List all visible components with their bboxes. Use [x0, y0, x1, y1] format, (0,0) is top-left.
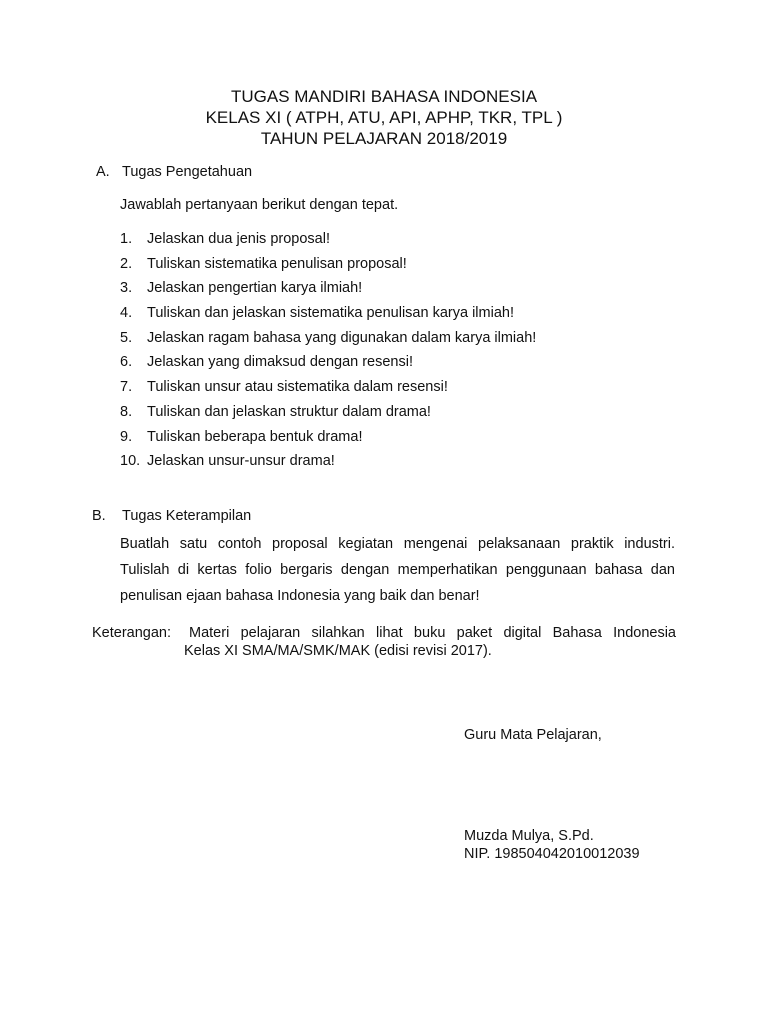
question-text: Jelaskan ragam bahasa yang digunakan dalam karya ilmiah! — [147, 329, 537, 346]
keterangan-label: Keterangan: — [92, 625, 172, 641]
question-number: 2. — [120, 255, 133, 272]
question-text: Tuliskan dan jelaskan sistematika penulisan karya ilmiah! — [147, 305, 514, 322]
question-text: Jelaskan pengertian karya ilmiah! — [147, 280, 363, 297]
document-title — [0, 86, 768, 149]
keterangan-note — [92, 624, 676, 660]
question-text: Tuliskan beberapa bentuk drama! — [147, 428, 363, 445]
question-number: 3. — [120, 280, 133, 297]
question-item — [120, 428, 680, 453]
signature-nip: NIP. 198504042010012039 — [464, 846, 640, 862]
section-b-line-3: penulisan ejaan bahasa Indonesia yang baik dan benar! — [120, 588, 480, 604]
question-text: Tuliskan unsur atau sistematika dalam resensi! — [147, 379, 448, 396]
question-text: Jelaskan unsur-unsur drama! — [147, 453, 335, 470]
question-item — [120, 353, 680, 378]
section-a-letter: A. — [96, 164, 110, 180]
question-item — [120, 378, 680, 403]
question-text: Tuliskan sistematika penulisan proposal! — [147, 255, 407, 272]
title-line-3: TAHUN PELAJARAN 2018/2019 — [260, 129, 508, 148]
title-line-1: TUGAS MANDIRI BAHASA INDONESIA — [230, 87, 538, 106]
question-item — [120, 304, 680, 329]
question-item — [120, 255, 680, 280]
question-number: 5. — [120, 329, 133, 346]
section-a-title: Tugas Pengetahuan — [122, 164, 253, 180]
keterangan-line-1: Materi pelajaran silahkan lihat buku paket digital Bahasa Indonesia — [189, 625, 676, 641]
question-number: 6. — [120, 354, 133, 371]
question-text: Jelaskan yang dimaksud dengan resensi! — [147, 354, 413, 371]
question-item — [120, 329, 680, 354]
question-text: Jelaskan dua jenis proposal! — [147, 231, 330, 247]
question-list — [120, 230, 680, 477]
question-item — [120, 279, 680, 304]
section-a-heading — [96, 163, 252, 181]
section-b-paragraph — [120, 531, 675, 609]
question-number: 8. — [120, 403, 133, 420]
signature-name: Muzda Mulya, S.Pd. — [464, 828, 594, 844]
question-item — [120, 230, 680, 255]
question-number: 10. — [120, 453, 141, 470]
keterangan-line-2: Kelas XI SMA/MA/SMK/MAK (edisi revisi 2017). — [184, 643, 492, 659]
question-number: 4. — [120, 305, 133, 322]
question-item — [120, 403, 680, 428]
section-b-line-1: Buatlah satu contoh proposal kegiatan mengenai pelaksanaan praktik industri. — [120, 536, 675, 552]
question-number: 7. — [120, 379, 133, 396]
signature-role: Guru Mata Pelajaran, — [464, 727, 602, 743]
title-line-2: KELAS XI ( ATPH, ATU, API, APHP, TKR, TPL ) — [205, 108, 563, 127]
section-b-letter: B. — [92, 508, 106, 524]
section-b-title: Tugas Keterampilan — [122, 508, 252, 524]
section-b-line-2: Tulislah di kertas folio bergaris dengan memperhatikan penggunaan bahasa dan — [120, 562, 675, 578]
question-item — [120, 452, 680, 477]
question-text: Tuliskan dan jelaskan struktur dalam drama! — [147, 403, 431, 420]
section-a-instruction: Jawablah pertanyaan berikut dengan tepat. — [120, 197, 399, 213]
question-number: 1. — [120, 231, 133, 247]
section-b-heading — [92, 507, 251, 525]
question-number: 9. — [120, 428, 133, 445]
